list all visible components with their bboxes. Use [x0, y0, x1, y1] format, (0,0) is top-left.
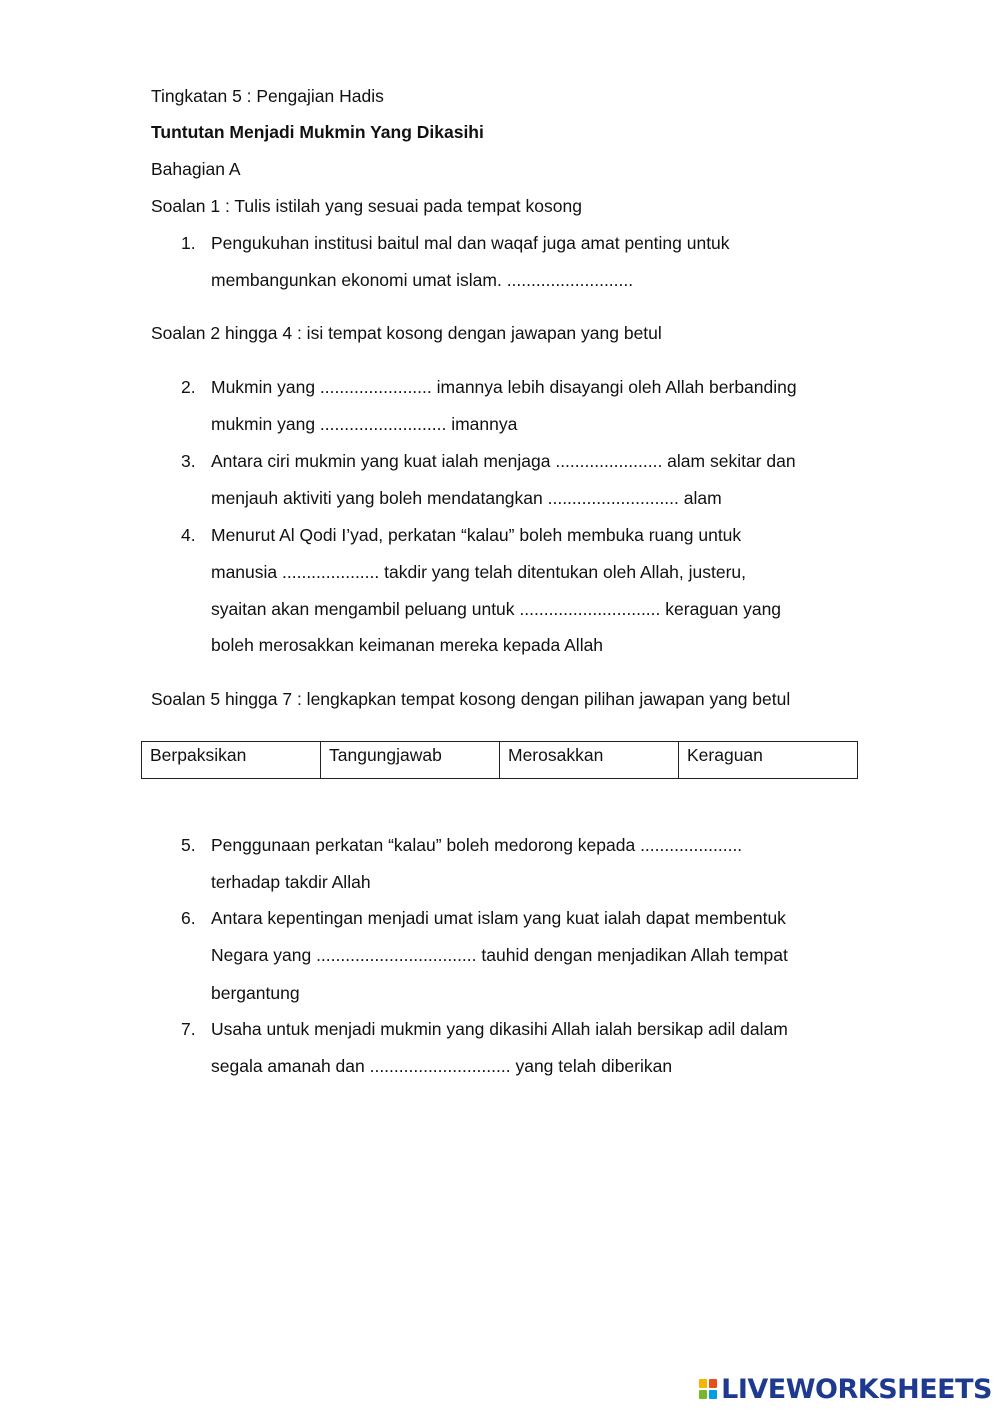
question-text-line: Pengukuhan institusi baitul mal dan waqaf juga amat penting untuk	[211, 233, 730, 253]
section-heading: Bahagian A	[151, 159, 241, 179]
question-text-line: membangunkan ekonomi umat islam. ..........................	[211, 270, 634, 290]
instruction-soalan-2-4: Soalan 2 hingga 4 : isi tempat kosong dengan jawapan yang betul	[151, 323, 662, 343]
question-text-line: Negara yang ................................. tauhid dengan menjadikan Allah tempat	[211, 945, 788, 965]
question-text-line: Mukmin yang ....................... imannya lebih disayangi oleh Allah berbanding	[211, 377, 797, 397]
question-text-line: mukmin yang .......................... imannya	[211, 414, 518, 434]
liveworksheets-logo-icon	[699, 1379, 717, 1399]
question-number: 7.	[181, 1019, 196, 1039]
question-text-line: menjauh aktiviti yang boleh mendatangkan ........................... alam	[211, 488, 722, 508]
question-number: 1.	[181, 233, 196, 253]
question-text-line: segala amanah dan ............................. yang telah diberikan	[211, 1056, 673, 1076]
question-text-line: Usaha untuk menjadi mukmin yang dikasihi Allah ialah bersikap adil dalam	[211, 1019, 788, 1039]
instruction-soalan-1: Soalan 1 : Tulis istilah yang sesuai pada tempat kosong	[151, 196, 582, 216]
question-text-line: Antara ciri mukmin yang kuat ialah menjaga ...................... alam sekitar dan	[211, 451, 796, 471]
worksheet-title: Tuntutan Menjadi Mukmin Yang Dikasihi	[151, 122, 484, 142]
question-number: 4.	[181, 525, 196, 545]
question-text-line: boleh merosakkan keimanan mereka kepada Allah	[211, 635, 604, 655]
question-text-line: manusia .................... takdir yang telah ditentukan oleh Allah, justeru,	[211, 562, 747, 582]
question-text-line: Antara kepentingan menjadi umat islam yang kuat ialah dapat membentuk	[211, 908, 786, 928]
answer-choice: Keraguan	[679, 742, 858, 779]
question-number: 5.	[181, 835, 196, 855]
logo-text: LIVEWORKSHEETS	[721, 1373, 992, 1405]
answer-choice: Merosakkan	[500, 742, 679, 779]
level-heading: Tingkatan 5 : Pengajian Hadis	[151, 86, 384, 106]
liveworksheets-logo	[699, 1374, 992, 1404]
answer-choices-table	[141, 741, 858, 779]
question-text-line: bergantung	[211, 983, 300, 1003]
question-number: 2.	[181, 377, 196, 397]
question-text-line: terhadap takdir Allah	[211, 872, 371, 892]
question-number: 6.	[181, 908, 196, 928]
question-text-line: Menurut Al Qodi I’yad, perkatan “kalau” boleh membuka ruang untuk	[211, 525, 742, 545]
question-number: 3.	[181, 451, 196, 471]
answer-choice: Tangungjawab	[321, 742, 500, 779]
question-text-line: syaitan akan mengambil peluang untuk ............................. keraguan yang	[211, 599, 782, 619]
question-text-line: Penggunaan perkatan “kalau” boleh medorong kepada .....................	[211, 835, 743, 855]
answer-choice: Berpaksikan	[142, 742, 321, 779]
instruction-soalan-5-7: Soalan 5 hingga 7 : lengkapkan tempat kosong dengan pilihan jawapan yang betul	[151, 689, 791, 709]
